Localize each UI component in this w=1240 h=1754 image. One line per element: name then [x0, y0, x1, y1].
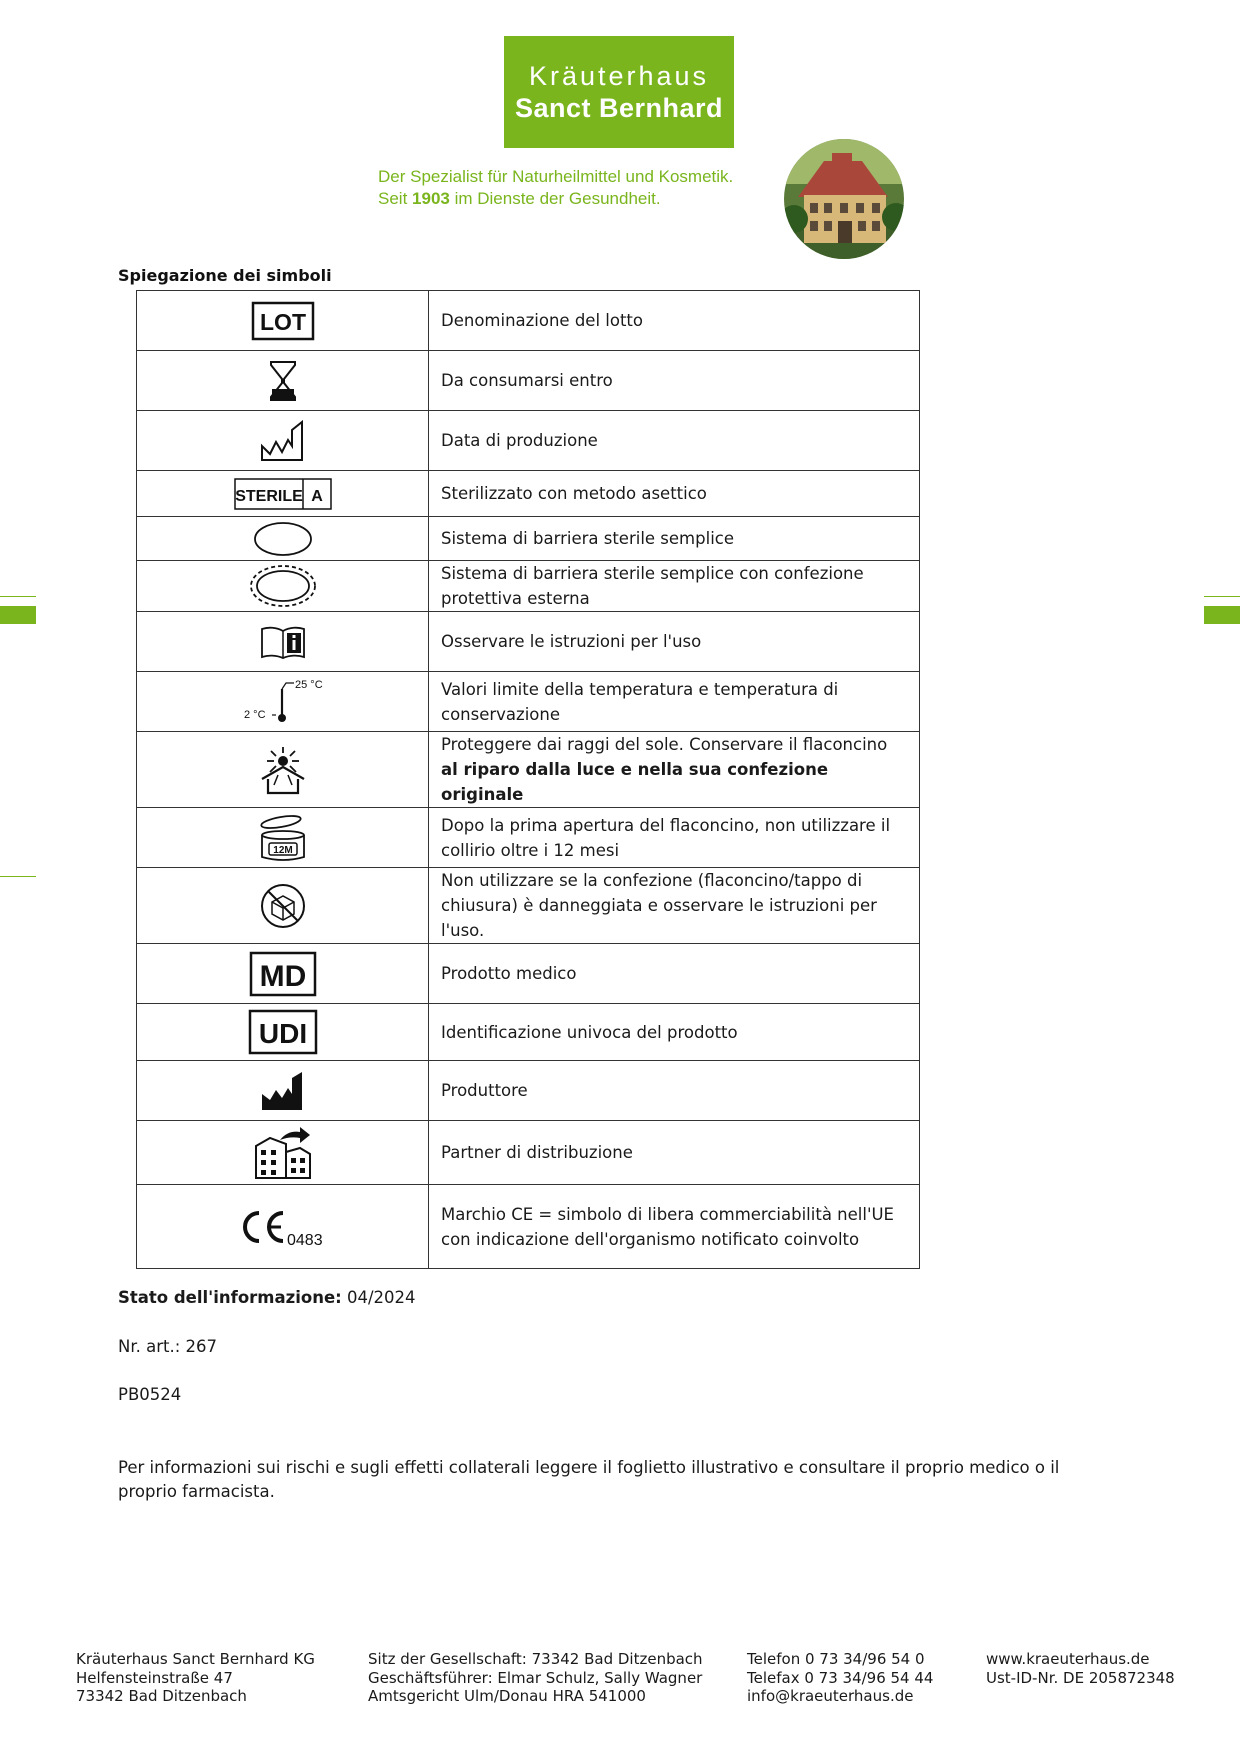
table-row	[137, 1061, 920, 1121]
table-row	[137, 1004, 920, 1061]
footer-line: Kräuterhaus Sanct Bernhard KG	[76, 1650, 315, 1668]
product-code: PB0524	[118, 1385, 182, 1404]
date-of-manufacture-icon	[260, 420, 306, 462]
symbol-description: Partner di distribuzione	[429, 1121, 920, 1185]
tagline-line-1: Der Spezialist für Naturheilmittel und Kosmetik.	[378, 167, 734, 186]
symbol-description: Dopo la prima apertura del flaconcino, non utilizzare il collirio oltre i 12 mesi	[429, 808, 920, 868]
tagline-line-2	[378, 188, 778, 210]
distributor-icon	[252, 1124, 314, 1182]
do-not-use-if-damaged-icon	[259, 882, 307, 930]
svg-text:LOT: LOT	[259, 308, 306, 335]
left-punch-line	[0, 876, 36, 877]
symbol-description: Prodotto medico	[429, 944, 920, 1004]
symbol-description: Sistema di barriera sterile semplice	[429, 517, 920, 561]
left-fold-line	[0, 596, 36, 597]
table-row	[137, 944, 920, 1004]
symbols-table	[136, 290, 920, 1269]
symbol-description: Marchio CE = simbolo di libera commerciabilità nell'UE con indicazione dell'organismo notificato coinvolto	[429, 1185, 920, 1269]
symbol-description: Identificazione univoca del prodotto	[429, 1004, 920, 1061]
section-title: Spiegazione dei simboli	[118, 266, 332, 285]
description-bold-text: al riparo dalla luce e nella sua confezione originale	[441, 760, 829, 804]
symbol-description: Osservare le istruzioni per l'uso	[429, 612, 920, 672]
sterile-a-icon	[234, 478, 332, 510]
table-row	[137, 808, 920, 868]
svg-text:STERILE: STERILE	[234, 487, 303, 505]
table-row	[137, 517, 920, 561]
status-label: Stato dell'informazione:	[118, 1288, 342, 1307]
single-sterile-barrier-icon	[252, 520, 314, 558]
symbol-description	[429, 732, 920, 808]
svg-text:2 °C: 2 °C	[243, 708, 266, 721]
ce-mark-icon	[235, 1205, 331, 1249]
left-margin-marker	[0, 606, 36, 624]
sterile-barrier-outer-packaging-icon	[248, 563, 318, 609]
symbol-description: Non utilizzare se la confezione (flaconcino/tappo di chiusura) è danneggiata e osservare le istruzioni per l'uso.	[429, 868, 920, 944]
description-text: Proteggere dai raggi del sole. Conservare il flaconcino	[441, 735, 888, 754]
hourglass-icon	[268, 360, 298, 402]
symbol-description: Da consumarsi entro	[429, 351, 920, 411]
keep-away-from-sunlight-icon	[256, 745, 310, 795]
logo-line-1: Kräuterhaus	[528, 61, 710, 91]
logo-line-2: Sanct Bernhard	[514, 93, 724, 123]
table-row	[137, 411, 920, 471]
footer-company	[76, 1650, 315, 1706]
lot-icon	[251, 301, 315, 341]
table-row	[137, 612, 920, 672]
disclaimer-text: Per informazioni sui rischi e sugli effetti collaterali leggere il foglietto illustrativo e consultare il proprio medico o il proprio farmacista.	[118, 1458, 1060, 1501]
footer-website-link[interactable]: www.kraeuterhaus.de	[986, 1650, 1150, 1668]
svg-text:A: A	[310, 487, 323, 505]
article-number: Nr. art.: 267	[118, 1337, 218, 1356]
right-margin-marker	[1204, 606, 1240, 624]
svg-text:MD: MD	[259, 959, 306, 993]
svg-text:UDI: UDI	[258, 1018, 307, 1049]
symbol-description: Produttore	[429, 1061, 920, 1121]
table-row	[137, 672, 920, 732]
brand-tagline	[378, 166, 778, 210]
footer-vat-id: Ust-ID-Nr. DE 205872348	[986, 1668, 1175, 1687]
svg-text:0483: 0483	[286, 1231, 323, 1249]
table-row	[137, 868, 920, 944]
footer-line: 73342 Bad Ditzenbach	[76, 1687, 247, 1705]
footer-line: Geschäftsführer: Elmar Schulz, Sally Wagner	[368, 1668, 703, 1687]
table-row	[137, 471, 920, 517]
info-status	[118, 1288, 416, 1307]
table-row	[137, 1121, 920, 1185]
status-value: 04/2024	[341, 1288, 416, 1307]
building-photo	[784, 139, 904, 259]
footer-email-link[interactable]: info@kraeuterhaus.de	[747, 1687, 914, 1705]
symbol-description: Sterilizzato con metodo asettico	[429, 471, 920, 517]
period-after-opening-icon	[257, 813, 309, 863]
footer-web	[986, 1650, 1175, 1687]
table-row	[137, 561, 920, 612]
svg-text:12M: 12M	[272, 844, 293, 856]
tagline-prefix: Seit	[378, 189, 413, 208]
symbol-description: Valori limite della temperatura e temperatura di conservazione	[429, 672, 920, 732]
svg-text:25 °C: 25 °C	[294, 678, 323, 691]
footer-contact	[747, 1650, 933, 1706]
table-row	[137, 732, 920, 808]
medical-device-icon	[249, 951, 317, 997]
footer-line: Sitz der Gesellschaft: 73342 Bad Ditzenbach	[368, 1650, 703, 1668]
right-fold-line	[1204, 596, 1240, 597]
udi-icon	[248, 1009, 318, 1055]
table-row	[137, 291, 920, 351]
table-row	[137, 351, 920, 411]
tagline-suffix: im Dienste der Gesundheit.	[449, 189, 661, 208]
symbol-description: Sistema di barriera sterile semplice con confezione protettiva esterna	[429, 561, 920, 612]
symbol-description: Denominazione del lotto	[429, 291, 920, 351]
tagline-year: 1903	[412, 189, 450, 208]
footer-line: Amtsgericht Ulm/Donau HRA 541000	[368, 1687, 646, 1705]
footer-line: Helfensteinstraße 47	[76, 1668, 233, 1687]
table-row	[137, 1185, 920, 1269]
footer-legal	[368, 1650, 703, 1706]
instructions-for-use-icon	[260, 625, 306, 659]
symbol-description: Data di produzione	[429, 411, 920, 471]
temperature-limit-icon	[238, 677, 328, 727]
footer-fax: Telefax 0 73 34/96 54 44	[747, 1668, 934, 1687]
manufacturer-icon	[260, 1070, 306, 1112]
brand-logo	[504, 36, 734, 148]
footer-phone: Telefon 0 73 34/96 54 0	[747, 1650, 925, 1668]
